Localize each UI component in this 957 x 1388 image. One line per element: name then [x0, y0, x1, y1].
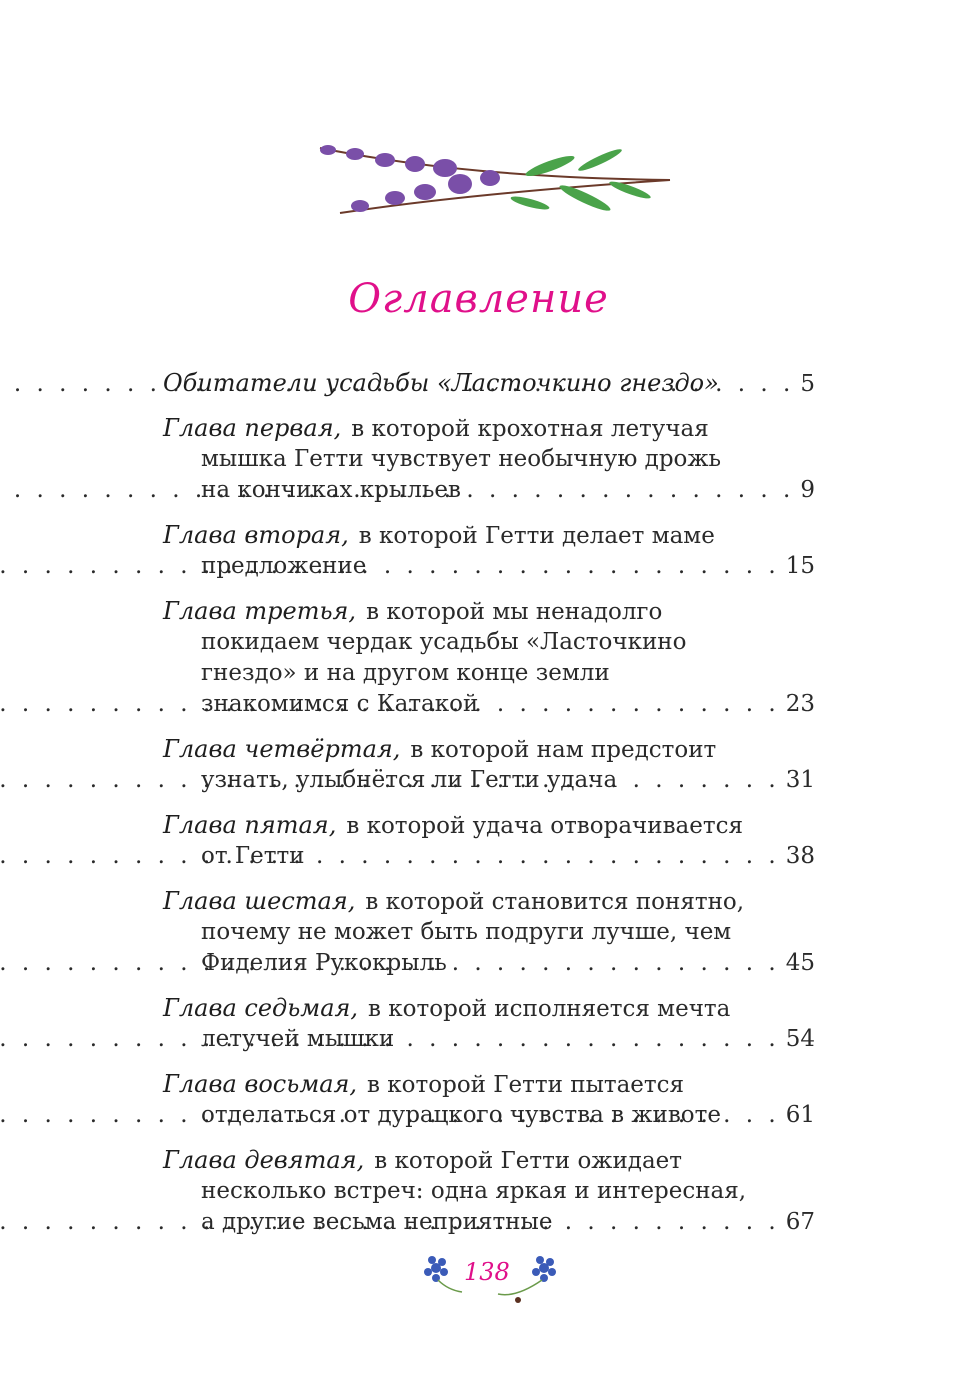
toc-entry[interactable] — [163, 1069, 815, 1131]
toc-entry[interactable] — [163, 520, 815, 582]
toc-entry[interactable] — [163, 810, 815, 872]
chapter-title: Глава четвёртая, — [163, 735, 401, 763]
toc-entry[interactable] — [163, 1145, 815, 1238]
dot-leader — [735, 369, 795, 400]
chapter-description: в которой мы ненадолго — [366, 599, 663, 625]
toc-line — [163, 658, 815, 689]
chapter-description: отделаться от дурацкого чувства в животе — [201, 1102, 721, 1128]
toc-line — [163, 1207, 815, 1238]
chapter-title: Глава первая, — [163, 414, 342, 442]
chapter-title: Глава девятая, — [163, 1146, 365, 1174]
chapter-description: почему не может быть подруги лучше, чем — [201, 919, 732, 945]
dot-leader — [467, 475, 794, 506]
chapter-description: знакомимся с Катакой — [201, 691, 479, 717]
chapter-description: в которой Гетти ожидает — [374, 1148, 682, 1174]
toc-entry[interactable] — [163, 413, 815, 506]
chapter-description: летучей мышки — [201, 1026, 395, 1052]
toc-line — [163, 734, 815, 765]
toc-line — [163, 596, 815, 627]
page-title: Оглавление — [348, 276, 609, 322]
dot-leader — [623, 765, 780, 796]
chapter-description: в которой становится понятно, — [365, 889, 745, 915]
page-ref: 54 — [785, 1026, 815, 1052]
chapter-description: гнездо» и на другом конце земли — [201, 660, 610, 686]
toc-line — [163, 993, 815, 1024]
page-ref: 31 — [785, 767, 815, 793]
toc-line — [163, 551, 815, 582]
toc-line — [163, 689, 815, 720]
chapter-description: в которой Гетти пытается — [367, 1072, 685, 1098]
page-ref: 5 — [800, 371, 815, 397]
chapter-description: Фиделия Рукокрыль — [201, 950, 447, 976]
toc-entry[interactable] — [163, 993, 815, 1055]
toc-line — [163, 886, 815, 917]
chapter-title: Глава вторая, — [163, 521, 349, 549]
toc-entry[interactable] — [163, 734, 815, 796]
dot-leader — [558, 1207, 779, 1238]
chapter-title: Глава седьмая, — [163, 994, 359, 1022]
toc-line — [163, 917, 815, 948]
toc-line — [163, 810, 815, 841]
chapter-title: Глава пятая, — [163, 811, 337, 839]
chapter-description: в которой удача отворачивается — [346, 813, 743, 839]
page-number: 138 — [464, 1258, 510, 1286]
chapter-title: Глава шестая, — [163, 887, 356, 915]
chapter-description: от Гетти — [201, 843, 305, 869]
toc-entry[interactable] — [163, 368, 815, 399]
dot-leader — [400, 1024, 779, 1055]
toc-line — [163, 1069, 815, 1100]
toc-line — [163, 1145, 815, 1176]
chapter-title: Обитатели усадьбы «Ласточкино гнездо» — [163, 369, 719, 397]
page-ref: 45 — [785, 950, 815, 976]
chapter-title: Глава третья, — [163, 597, 357, 625]
dot-leader — [484, 689, 779, 720]
toc-line — [163, 1024, 815, 1055]
toc-line — [163, 765, 815, 796]
table-of-contents — [163, 368, 815, 1252]
chapter-description: в которой нам предстоит — [410, 737, 717, 763]
chapter-description: мышка Гетти чувствует необычную дрожь — [201, 446, 722, 472]
toc-line — [163, 841, 815, 872]
chapter-description: а другие весьма неприятные — [201, 1209, 553, 1235]
page-ref: 61 — [785, 1102, 815, 1128]
page-ref: 9 — [800, 477, 815, 503]
page-ref: 15 — [785, 553, 815, 579]
chapter-description: предложение — [201, 553, 367, 579]
chapter-description: покидаем чердак усадьбы «Ласточкино — [201, 629, 687, 655]
dot-leader — [453, 948, 780, 979]
toc-line — [163, 520, 815, 551]
chapter-description: несколько встреч: одна яркая и интересная, — [201, 1178, 747, 1204]
cornflower-icon — [496, 1254, 566, 1306]
toc-line — [163, 948, 815, 979]
chapter-description: узнать, улыбнётся ли Гетти удача — [201, 767, 618, 793]
chapter-description: в которой исполняется мечта — [368, 996, 731, 1022]
toc-line — [163, 1176, 815, 1207]
lavender-ornament — [300, 118, 680, 238]
toc-line — [163, 444, 815, 475]
chapter-description: в которой Гетти делает маме — [358, 523, 715, 549]
page-ref: 38 — [785, 843, 815, 869]
chapter-title: Глава восьмая, — [163, 1070, 358, 1098]
dot-leader — [311, 841, 780, 872]
chapter-description: в которой крохотная летучая — [351, 416, 709, 442]
page-ref: 67 — [785, 1209, 815, 1235]
dot-leader — [372, 551, 779, 582]
toc-line — [163, 413, 815, 444]
chapter-description: на кончиках крыльев — [201, 477, 461, 503]
toc-line — [163, 368, 815, 399]
toc-line — [163, 475, 815, 506]
cornflower-icon — [418, 1254, 466, 1296]
toc-line — [163, 627, 815, 658]
page-ref: 23 — [785, 691, 815, 717]
toc-line — [163, 1100, 815, 1131]
toc-entry[interactable] — [163, 886, 815, 979]
toc-entry[interactable] — [163, 596, 815, 720]
dot-leader — [727, 1100, 780, 1131]
